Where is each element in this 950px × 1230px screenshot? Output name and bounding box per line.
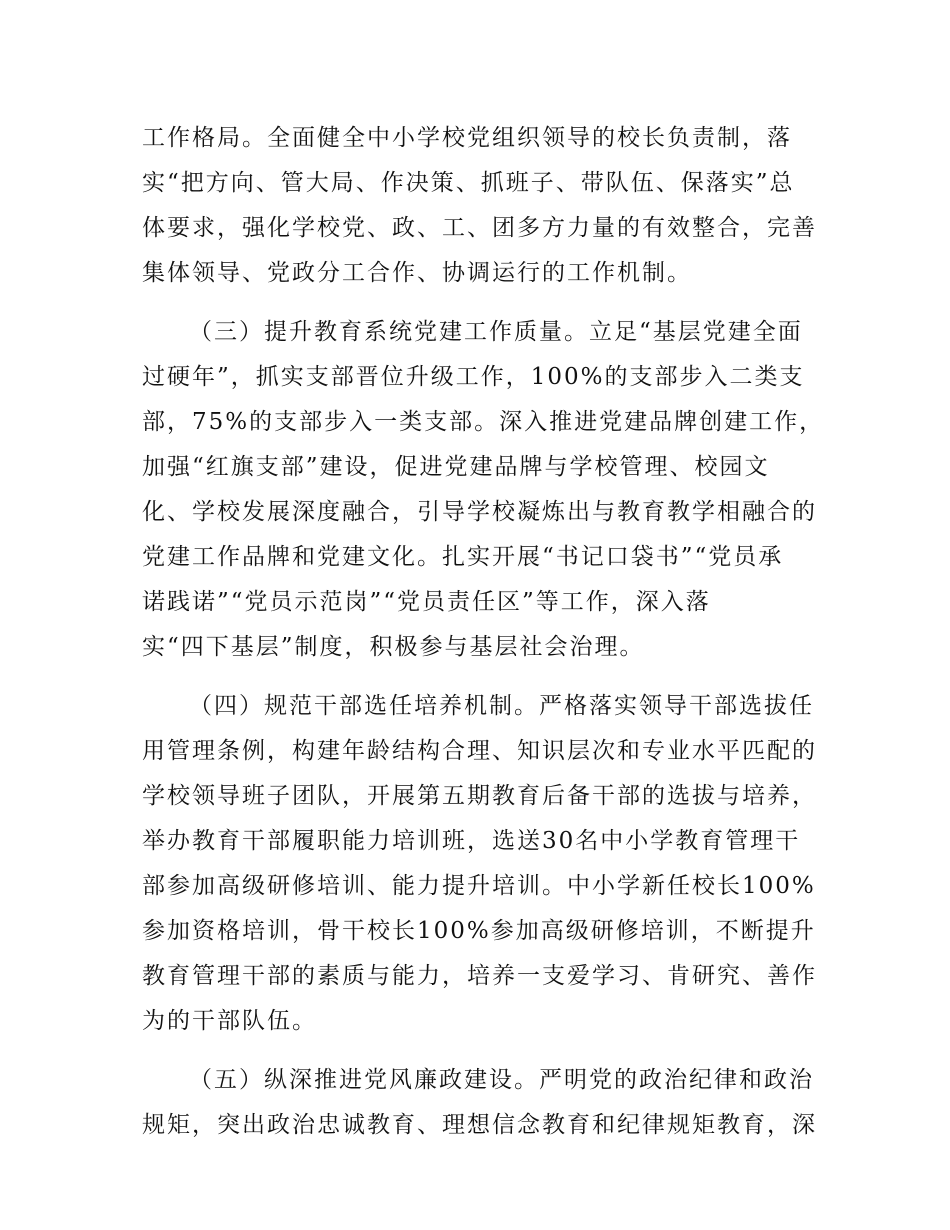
text-line: 体要求，强化学校党、政、工、团多方力量的有效整合，完善 — [142, 215, 817, 241]
paragraph-section-five — [142, 1058, 822, 1148]
text-line: 过硬年”，抓实支部晋位升级工作，100%的支部步入二类支 — [142, 364, 805, 390]
text-line: 为的干部队伍。 — [142, 1008, 317, 1034]
text-line: 实“把方向、管大局、作决策、抓班子、带队伍、保落实”总 — [142, 170, 795, 196]
text-line: 集体领导、党政分工合作、协调运行的工作机制。 — [142, 260, 692, 286]
text-line: 诺践诺”“党员示范岗”“党员责任区”等工作，深入落 — [142, 589, 711, 615]
text-line: 教育管理干部的素质与能力，培养一支爱学习、肯研究、善作 — [142, 963, 817, 989]
paragraph-work-pattern — [142, 116, 822, 296]
text-line: 工作格局。全面健全中小学校党组织领导的校长负责制，落 — [142, 125, 792, 151]
text-line: （三）提升教育系统党建工作质量。立足“基层党建全面 — [189, 319, 803, 345]
text-line: 学校领导班子团队，开展第五期教育后备干部的选拔与培养， — [142, 783, 817, 809]
text-line: 化、学校发展深度融合，引导学校凝炼出与教育教学相融合的 — [142, 499, 817, 525]
text-line: 用管理条例，构建年龄结构合理、知识层次和专业水平匹配的 — [142, 738, 817, 764]
text-line: 部参加高级研修培训、能力提升培训。中小学新任校长100% — [142, 873, 816, 899]
text-line: 参加资格培训，骨干校长100%参加高级研修培训，不断提升 — [142, 918, 816, 944]
text-line: （四）规范干部选任培养机制。严格落实领导干部选拔任 — [189, 693, 814, 719]
paragraph-section-three — [142, 310, 825, 670]
text-line: 党建工作品牌和党建文化。扎实开展“书记口袋书”“党员承 — [142, 544, 784, 570]
text-line: （五）纵深推进党风廉政建设。严明党的政治纪律和政治 — [189, 1067, 814, 1093]
document-body — [142, 116, 825, 1162]
text-line: 规矩，突出政治忠诚教育、理想信念教育和纪律规矩教育，深 — [142, 1112, 817, 1138]
text-line: 加强“红旗支部”建设，促进党建品牌与学校管理、校园文 — [142, 454, 770, 480]
text-line: 举办教育干部履职能力培训班，选送30名中小学教育管理干 — [142, 828, 801, 854]
paragraph-section-four — [142, 684, 822, 1044]
text-line: 实“四下基层”制度，积极参与基层社会治理。 — [142, 634, 645, 660]
text-line: 部，75%的支部步入一类支部。深入推进党建品牌创建工作， — [142, 409, 825, 435]
